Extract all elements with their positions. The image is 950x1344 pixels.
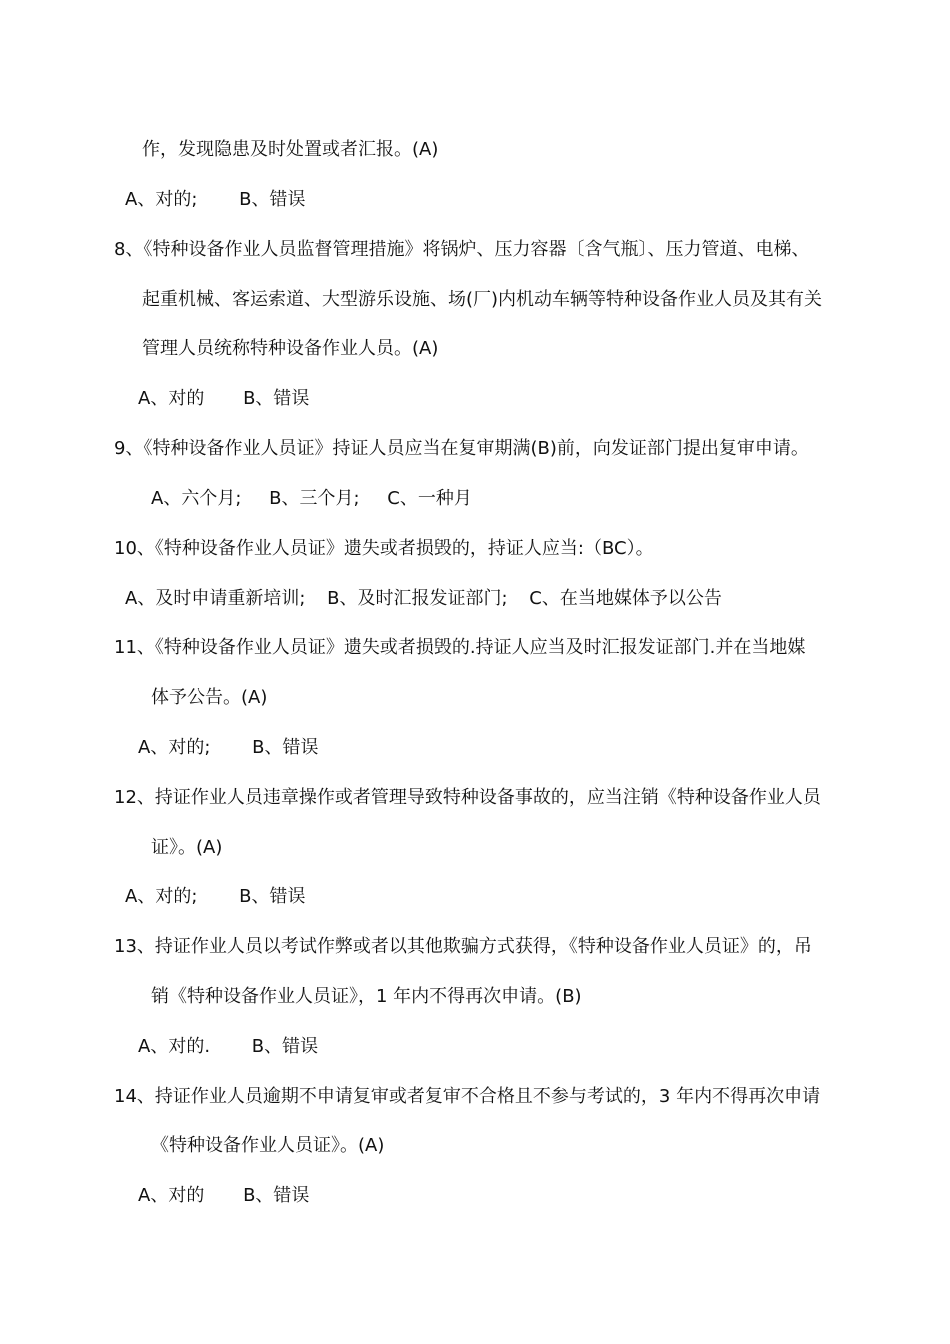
q11-option-a: A、对的; [138,737,211,758]
q11-text-cont: 体予公告。(A) [151,687,268,708]
q8-text-cont-1: 起重机械、客运索道、大型游乐设施、场(厂)内机动车辆等特种设备作业人员及其有关 [142,289,823,310]
q7-options [125,188,305,212]
q12-text: 12、持证作业人员违章操作或者管理导致特种设备事故的，应当注销《特种设备作业人员 [114,787,821,808]
q9-options [151,487,472,511]
q7-text-cont: 作，发现隐患及时处置或者汇报。(A) [142,139,439,160]
q13-text-cont: 销《特种设备作业人员证》，1 年内不得再次申请。(B) [151,986,582,1007]
q14-text-cont: 《特种设备作业人员证》。(A) [151,1135,385,1156]
q9-option-c: C、一种月 [387,488,472,509]
q8-text: 8、《特种设备作业人员监督管理措施》将锅炉、压力容器〔含气瓶〕、压力管道、电梯、 [114,239,810,260]
q13-text: 13、持证作业人员以考试作弊或者以其他欺骗方式获得，《特种设备作业人员证》的，吊 [114,936,812,957]
q9-text: 9、《特种设备作业人员证》持证人员应当在复审期满(B)前，向发证部门提出复审申请。 [114,438,809,459]
q10-text: 10、《特种设备作业人员证》遗失或者损毁的，持证人应当:（BC）。 [114,538,654,559]
q12-text-cont: 证》。(A) [151,837,223,858]
q13-option-b: B、错误 [251,1036,319,1057]
q8-option-a: A、对的 [138,388,205,409]
q12-option-a: A、对的; [125,886,198,907]
q12-options [125,885,305,909]
q9-option-a: A、六个月; [151,488,242,509]
q11-text: 11、《特种设备作业人员证》遗失或者损毁的.持证人应当及时汇报发证部门.并在当地媒 [114,637,806,658]
q14-options [138,1184,309,1208]
q8-options [138,387,309,411]
q14-option-a: A、对的 [138,1185,205,1206]
q10-option-c: C、在当地媒体予以公告 [529,588,722,609]
q13-option-a: A、对的. [138,1036,211,1057]
q10-option-a: A、及时申请重新培训; [125,588,306,609]
q13-options [138,1035,318,1059]
q8-option-b: B、错误 [243,388,310,409]
q12-option-b: B、错误 [239,886,306,907]
q7-option-a: A、对的; [125,189,198,210]
q10-option-b: B、及时汇报发证部门; [327,588,508,609]
q8-text-cont-2: 管理人员统称特种设备作业人员。(A) [142,338,439,359]
q11-option-b: B、错误 [252,737,319,758]
q11-options [138,736,318,760]
q9-option-b: B、三个月; [269,488,360,509]
q14-text: 14、持证作业人员逾期不申请复审或者复审不合格且不参与考试的，3 年内不得再次申请 [114,1086,821,1107]
q14-option-b: B、错误 [243,1185,310,1206]
q10-options [125,587,722,611]
q7-option-b: B、错误 [239,189,306,210]
